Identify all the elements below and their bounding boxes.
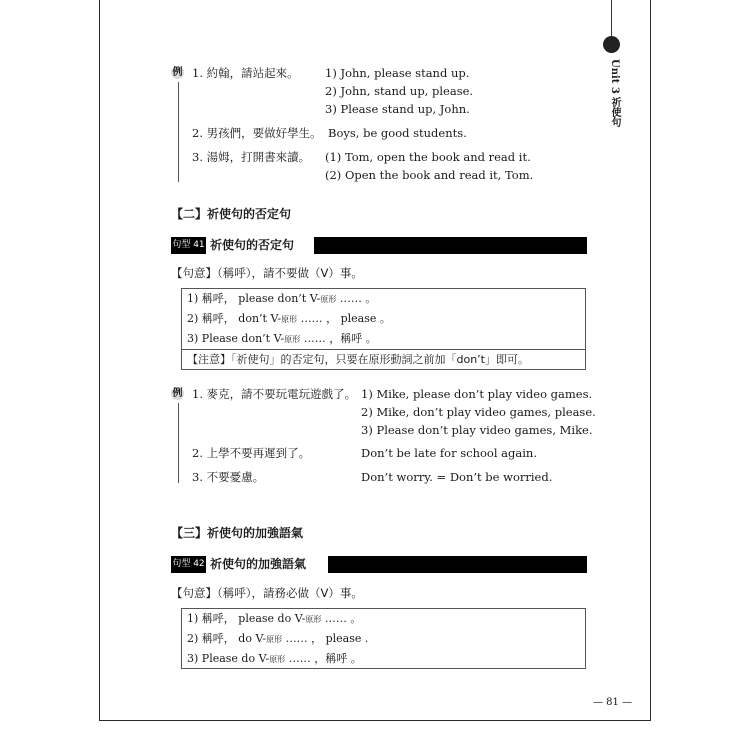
example2-item1-zh: 1. 麥克，請不要玩電玩遊戲了。	[192, 387, 357, 401]
page-number: — 81 —	[593, 697, 633, 708]
pattern42-title: 祈使句的加強語氣	[210, 557, 307, 571]
pattern42-row3	[182, 649, 585, 668]
example1-item1-en3: 3) Please stand up, John.	[325, 102, 470, 116]
pattern42-row1-c: …… 。	[321, 612, 362, 625]
example1-item3-zh: 3. 湯姆，打開書來讀。	[192, 150, 311, 164]
example2-item1-en1: 1) Mike, please don’t play video games.	[361, 387, 593, 401]
pattern42-row1-b: 原形	[305, 615, 322, 624]
example2-item1-en3: 3) Please don’t play video games, Mike.	[361, 423, 593, 437]
example-bracket	[178, 82, 179, 182]
pattern41-row1	[182, 289, 585, 308]
example1-item3-en2: (2) Open the book and read it, Tom.	[325, 168, 534, 182]
example1-item1-en1: 1) John, please stand up.	[325, 66, 470, 80]
pattern41-row3	[182, 329, 585, 348]
pattern41-row2-c: …… ， please 。	[297, 312, 391, 325]
pattern42-row3-c: …… ，稱呼 。	[285, 652, 362, 665]
pattern42-box	[181, 608, 586, 669]
example-badge: 例	[172, 67, 183, 78]
pattern41-meaning: 【句意】（稱呼），請不要做（V）事。	[171, 266, 363, 280]
pattern42-row2	[182, 629, 585, 648]
unit-tab-label: Unit 3 祈使句	[609, 59, 620, 128]
pattern41-row1-a: 1) 稱呼， please don’t V-	[187, 292, 321, 305]
pattern41-row3-a: 3) Please don’t V-	[187, 332, 285, 345]
pattern42-row2-b: 原形	[266, 635, 283, 644]
example1-item2-en: Boys, be good students.	[328, 126, 467, 140]
example1-item3-en1: (1) Tom, open the book and read it.	[325, 150, 531, 164]
section3-title: 【三】祈使句的加強語氣	[171, 526, 304, 540]
pattern42-row3-b: 原形	[269, 655, 286, 664]
pattern42-row1-a: 1) 稱呼， please do V-	[187, 612, 306, 625]
example1-item1-en2: 2) John, stand up, please.	[325, 84, 474, 98]
pattern42-row2-a: 2) 稱呼， do V-	[187, 632, 267, 645]
section2-title: 【二】祈使句的否定句	[171, 207, 292, 221]
example1-item2-zh: 2. 男孩們，要做好學生。	[192, 126, 322, 140]
example2-item3-en: Don’t worry. = Don’t be worried.	[361, 470, 553, 484]
example-badge: 例	[172, 388, 183, 399]
unit-tab-line	[611, 0, 612, 40]
pattern41-row1-c: …… 。	[336, 292, 377, 305]
example2-item2-en: Don’t be late for school again.	[361, 446, 537, 460]
pattern41-row2	[182, 309, 585, 328]
pattern42-row2-c: …… ， please .	[282, 632, 369, 645]
pattern41-tag: 句型 41	[171, 237, 206, 254]
pattern42-tag: 句型 42	[171, 556, 206, 573]
pattern41-row1-b: 原形	[320, 295, 337, 304]
pattern41-row3-b: 原形	[284, 335, 301, 344]
pattern42-meaning: 【句意】（稱呼），請務必做（V）事。	[171, 586, 363, 600]
pattern41-row2-b: 原形	[281, 315, 298, 324]
pattern42-header	[171, 556, 587, 573]
pattern41-box	[181, 288, 586, 370]
pattern42-row1	[182, 609, 585, 628]
lightbulb-icon	[603, 36, 620, 53]
example-bracket	[178, 403, 179, 483]
example2-item2-zh: 2. 上學不要再遲到了。	[192, 446, 311, 460]
pattern41-title: 祈使句的否定句	[210, 238, 295, 252]
pattern41-note: 【注意】「祈使句」的否定句，只要在原形動詞之前加「don’t」即可。	[187, 353, 529, 366]
pattern41-header	[171, 237, 587, 254]
pattern41-row2-a: 2) 稱呼， don’t V-	[187, 312, 282, 325]
pattern41-row3-c: …… ，稱呼 。	[300, 332, 377, 345]
example2-item3-zh: 3. 不要憂慮。	[192, 470, 265, 484]
example1-item1-zh: 1. 約翰，請站起來。	[192, 66, 299, 80]
example2-item1-en2: 2) Mike, don’t play video games, please.	[361, 405, 596, 419]
pattern42-row3-a: 3) Please do V-	[187, 652, 270, 665]
